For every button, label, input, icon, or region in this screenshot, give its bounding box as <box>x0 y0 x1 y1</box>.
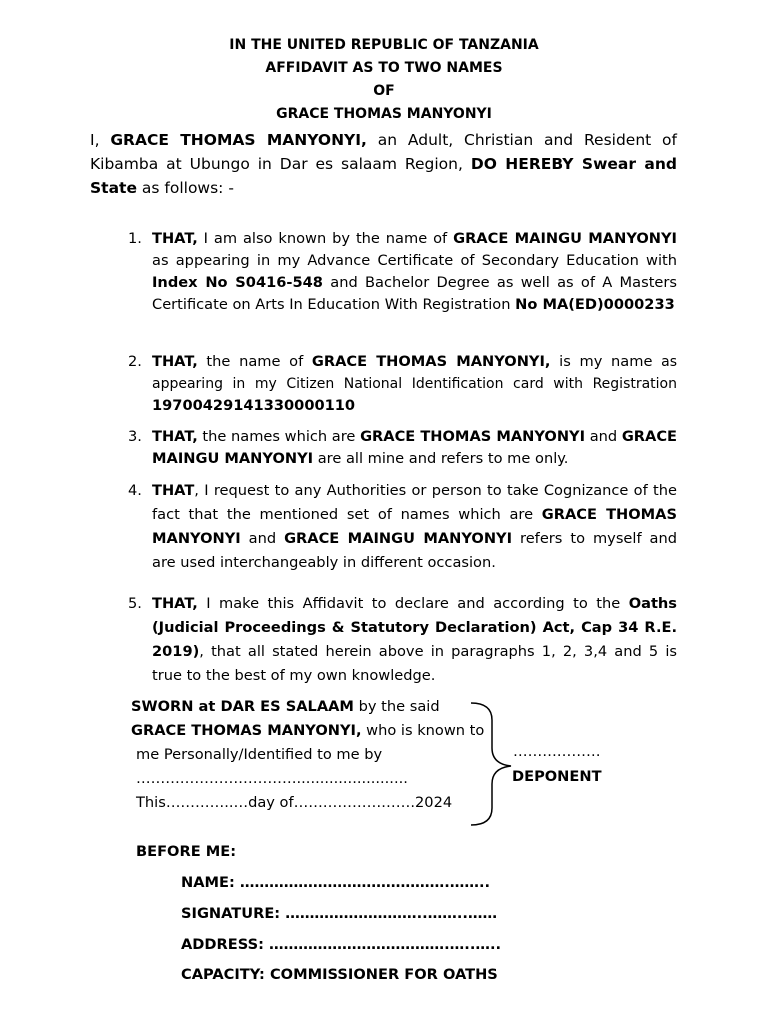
item-text: and <box>585 428 622 445</box>
deponent-label: DEPONENT <box>512 768 602 785</box>
list-item-5 <box>128 592 677 688</box>
before-me-signature: SIGNATURE: ………………………..……..…… <box>181 905 498 922</box>
intro-text-3: as follows: - <box>136 179 234 197</box>
intro-deponent-name: GRACE THOMAS MANYONYI, <box>110 131 367 149</box>
heading-title: AFFIDAVIT AS TO TWO NAMES <box>265 60 503 76</box>
item-text-small: as appearing in my Citizen National Identification card with Registration <box>152 354 677 392</box>
intro-text-2: an Adult, Christian and Resident of Kibamba at Ubungo in Dar es salaam Region, <box>90 131 677 173</box>
heading-of: OF <box>373 83 395 99</box>
item-text: , I request to any Authorities or person to take Cognizance of the fact that the mentioned set of names which are <box>152 482 677 523</box>
item-text: and <box>240 530 285 547</box>
item-that: THAT <box>152 482 195 499</box>
before-me-name: NAME: …………………………………….…….. <box>181 874 491 891</box>
before-me-address: ADDRESS: ……………………………….…..….. <box>181 936 502 953</box>
before-me-capacity: CAPACITY: COMMISSIONER FOR OATHS <box>181 966 498 983</box>
sworn-line-5: This…………..…day of…………………….2024 <box>136 794 453 811</box>
item-that: THAT, <box>152 595 198 612</box>
sworn-location: SWORN at DAR ES SALAAM <box>131 698 354 715</box>
list-item-1 <box>128 228 677 316</box>
sworn-text: by the said <box>353 698 440 715</box>
item-number: 5. <box>128 595 142 612</box>
item-bold-name: GRACE THOMAS MANYONYI, <box>311 353 551 370</box>
item-text: , that all stated herein above in paragraphs 1, 2, 3,4 and 5 is true to the best of my own knowledge. <box>152 643 677 684</box>
item-number: 3. <box>128 428 142 445</box>
item-index-number: Index No S0416-548 <box>152 274 323 291</box>
item-registration-number: No MA(ED)0000233 <box>515 296 675 313</box>
heading-country: IN THE UNITED REPUBLIC OF TANZANIA <box>229 37 539 53</box>
item-that: THAT, <box>152 428 198 445</box>
item-number: 1. <box>128 230 142 247</box>
sworn-line-2 <box>131 719 484 744</box>
deponent-signature-line: ……………… <box>513 743 601 760</box>
intro-paragraph <box>90 128 677 200</box>
heading-name: GRACE THOMAS MANYONYI <box>276 106 492 122</box>
sworn-name: GRACE THOMAS MANYONYI, <box>131 722 362 739</box>
list-item-2 <box>128 351 677 417</box>
sworn-text: who is known to <box>361 722 485 739</box>
item-that: THAT, <box>152 353 198 370</box>
item-number: 4. <box>128 482 142 499</box>
item-bold-name: GRACE THOMAS MANYONYI <box>152 506 677 547</box>
item-text: as appearing in my Advance Certificate of Secondary Education with <box>152 252 677 269</box>
before-me-title: BEFORE ME: <box>136 843 237 860</box>
item-text: I am also known by the name of <box>197 230 454 247</box>
item-bold-name: GRACE MAINGU MANYONYI <box>152 428 678 467</box>
item-id-number: 19700429141330000110 <box>152 397 356 414</box>
intro-swear-clause: DO HEREBY Swear and State <box>90 155 677 197</box>
item-number: 2. <box>128 353 142 370</box>
item-text: is my name <box>550 353 662 370</box>
item-text: the names which are <box>197 428 361 445</box>
list-item-3 <box>128 426 677 470</box>
sworn-line-1 <box>131 695 440 720</box>
item-act-citation: Oaths (Judicial Proceedings & Statutory Declaration) Act, Cap 34 R.E. 2019) <box>152 595 677 660</box>
item-bold-name: GRACE THOMAS MANYONYI <box>360 428 586 445</box>
item-text: the name of <box>197 353 312 370</box>
intro-text-1: I, <box>90 131 111 149</box>
sworn-line-4: ……………………………........................ <box>136 770 408 787</box>
item-that: THAT, <box>152 230 198 247</box>
item-text: and Bachelor Degree as well as of A Masters Certificate on Arts In Education With Registration <box>152 274 677 313</box>
item-text: refers to myself and are used interchangeably in different occasion. <box>152 530 678 571</box>
list-item-4 <box>128 479 677 575</box>
item-text: are all mine and refers to me only. <box>313 450 569 467</box>
item-text: I make this Affidavit to declare and according to the <box>197 595 629 612</box>
curly-brace-icon <box>466 700 516 828</box>
item-bold-name: GRACE MAINGU MANYONYI <box>284 530 513 547</box>
item-bold-name: GRACE MAINGU MANYONYI <box>453 230 677 247</box>
sworn-line-3: me Personally/Identified to me by <box>136 746 383 763</box>
